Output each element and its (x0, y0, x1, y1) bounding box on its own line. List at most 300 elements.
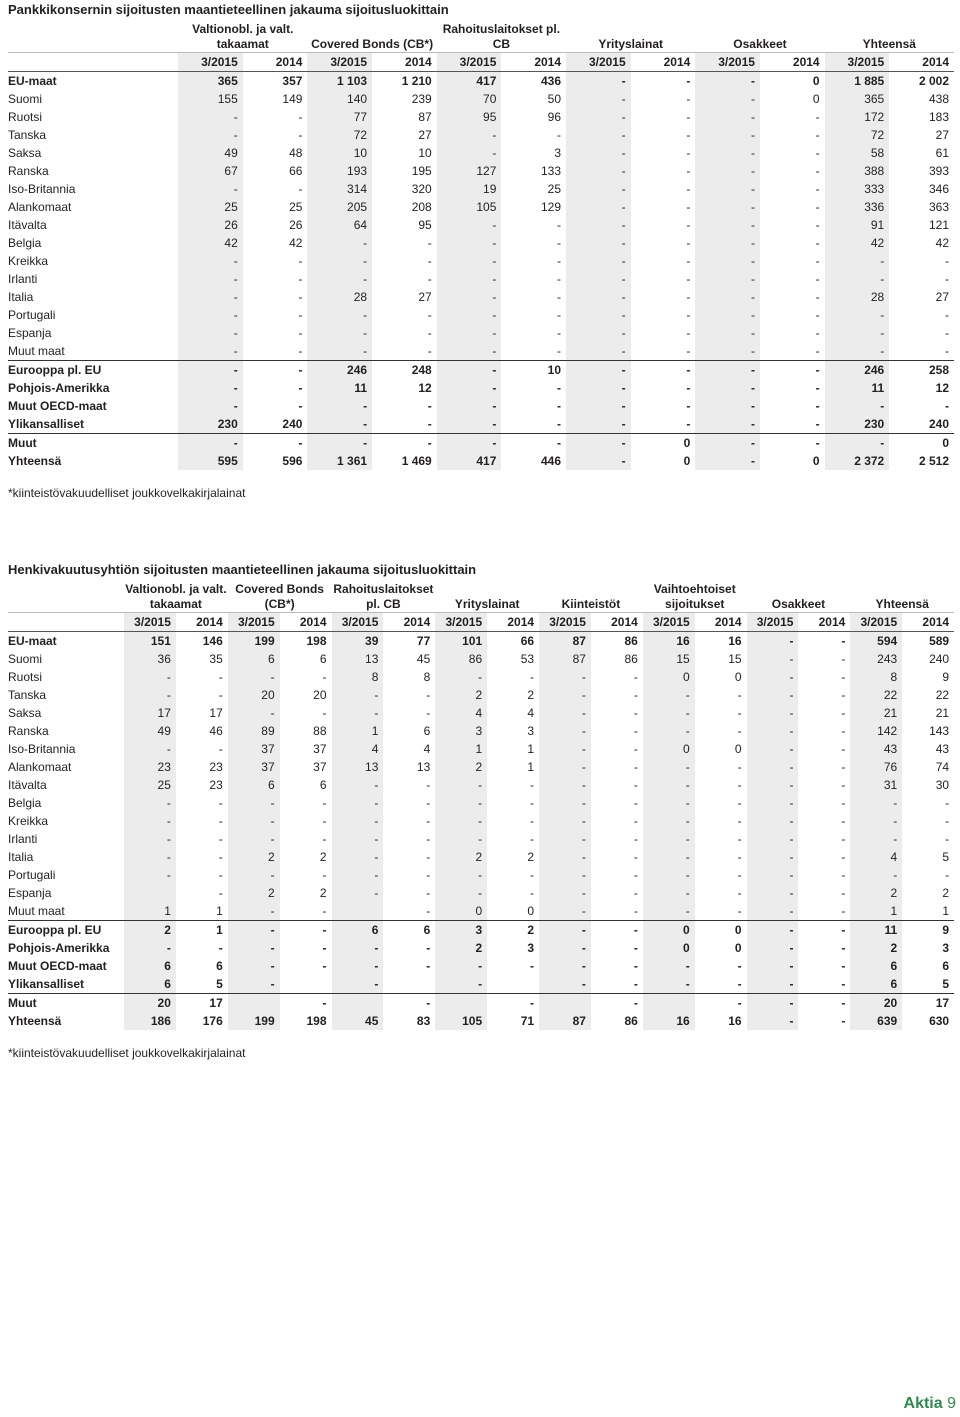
year-header: 3/2015 (850, 613, 902, 632)
table-cell: - (737, 688, 742, 702)
table-row (8, 975, 954, 994)
row-label: Pohjois-Amerikka (8, 381, 110, 395)
table-cell: - (178, 342, 243, 361)
table-cell: - (178, 108, 243, 126)
table-cell: - (437, 234, 502, 252)
year-header: 2014 (902, 613, 954, 632)
table-cell: 45 (332, 1012, 384, 1030)
table-cell: 596 (282, 454, 303, 468)
table-row (8, 704, 954, 722)
table-cell: - (566, 198, 631, 216)
table-cell: 2 (850, 884, 902, 902)
table-cell: - (218, 670, 223, 684)
table-cell: 20 (124, 994, 176, 1013)
table-cell: 37 (228, 740, 280, 758)
table-cell: - (427, 344, 432, 358)
table-cell: - (815, 381, 820, 395)
table-cell: 86 (624, 652, 638, 666)
table-row (8, 1012, 954, 1030)
column-group-header-row (8, 578, 954, 613)
column-group-header: Yrityslainat (454, 597, 520, 611)
table-cell: - (633, 814, 638, 828)
year-header: 3/2015 (228, 613, 280, 632)
table-cell: 10 (501, 361, 566, 380)
table-row (8, 830, 954, 848)
table-cell: - (307, 415, 372, 434)
table-cell: - (178, 126, 243, 144)
table-cell: - (298, 326, 303, 340)
table-cell: 16 (728, 1014, 742, 1028)
column-group-header: Valtionobl. ja valt. takaamat (192, 22, 294, 51)
table-cell: 89 (228, 722, 280, 740)
table-cell: 6 (216, 959, 223, 973)
table-cell: - (850, 830, 902, 848)
table-cell: - (841, 796, 846, 810)
table-cell: 6 (228, 650, 280, 668)
year-header: 2014 (591, 613, 643, 632)
table-cell: - (825, 397, 890, 415)
table-cell: 27 (418, 290, 432, 304)
table-cell: - (798, 994, 850, 1013)
table-cell: - (737, 778, 742, 792)
table-cell (228, 994, 280, 1013)
table-cell: - (686, 92, 691, 106)
table-cell: - (437, 252, 502, 270)
table-cell: 74 (935, 760, 950, 774)
table-cell: 333 (825, 180, 890, 198)
table-cell: - (841, 652, 846, 666)
table-cell: - (539, 776, 591, 794)
year-header: 3/2015 (747, 613, 799, 632)
table-cell: - (841, 941, 846, 955)
table-cell: 58 (825, 144, 890, 162)
table-cell: - (686, 218, 691, 232)
table-cell: - (566, 452, 631, 470)
table-cell: 6 (228, 776, 280, 794)
row-label: Irlanti (8, 832, 38, 846)
table-cell: - (841, 886, 846, 900)
table-cell: - (695, 252, 760, 270)
year-header: 2014 (798, 613, 850, 632)
table-cell: 25 (289, 200, 303, 214)
table-cell: 2 (435, 848, 487, 866)
table-cell: - (427, 326, 432, 340)
table2-title: Henkivakuutusyhtiön sijoitusten maantieteellinen jakauma sijoitusluokittain (8, 562, 477, 577)
table-cell: 25 (124, 776, 176, 794)
table-cell: 1 (435, 740, 487, 758)
table-cell: 77 (307, 108, 372, 126)
table-cell: - (435, 884, 487, 902)
table-cell: 320 (411, 182, 432, 196)
table-cell: 20 (228, 686, 280, 704)
table-cell: - (737, 904, 742, 918)
table-cell: 43 (935, 742, 950, 756)
table-cell: - (307, 234, 372, 252)
table-cell: 2 002 (889, 72, 954, 91)
table-cell: - (815, 417, 820, 431)
table-row (8, 686, 954, 704)
table-cell: - (686, 308, 691, 322)
table-cell: - (539, 704, 591, 722)
year-header-blank (8, 53, 178, 72)
table-cell: 35 (209, 652, 223, 666)
row-label: Muut (8, 434, 178, 453)
table-cell: - (695, 361, 760, 380)
table-cell: - (280, 994, 332, 1013)
header-blank (8, 578, 124, 613)
table-cell: 11 (307, 379, 372, 397)
table-cell: 49 (178, 144, 243, 162)
table-cell: - (530, 868, 535, 882)
table-cell: 87 (418, 110, 432, 124)
table-row (8, 758, 954, 776)
table-cell: 87 (539, 650, 591, 668)
table-cell: - (747, 650, 799, 668)
table-cell: - (437, 379, 502, 397)
year-header: 3/2015 (643, 613, 695, 632)
table-cell: - (437, 415, 502, 434)
table-cell: 4 (850, 848, 902, 866)
year-header: 3/2015 (124, 613, 176, 632)
table-cell (383, 975, 435, 994)
table-cell: - (298, 128, 303, 142)
table-cell: - (566, 342, 631, 361)
table-cell: 2 (527, 688, 535, 702)
table-cell: - (124, 830, 176, 848)
table-row (8, 848, 954, 866)
row-label: Alankomaat (8, 760, 72, 774)
table-cell: 246 (307, 361, 372, 380)
year-header: 2014 (487, 613, 539, 632)
table-cell: - (643, 884, 695, 902)
table-cell: - (841, 1014, 846, 1028)
table-cell: - (566, 162, 631, 180)
table-cell: 6 (332, 921, 384, 940)
table-cell: 42 (178, 234, 243, 252)
row-label: Yhteensä (8, 454, 62, 468)
table-cell: - (850, 812, 902, 830)
table-cell: - (530, 778, 535, 792)
year-header-blank (8, 613, 124, 632)
table-row (8, 361, 954, 380)
table-cell: 26 (178, 216, 243, 234)
table-cell: 15 (643, 650, 695, 668)
table-cell: 11 (850, 921, 902, 940)
table-cell: 2 (319, 850, 327, 864)
table-row (8, 415, 954, 434)
column-group-header: Rahoituslaitokset pl. CB (442, 22, 561, 51)
table-cell: 639 (850, 1012, 902, 1030)
table-cell: 12 (935, 381, 949, 395)
row-label: Kreikka (8, 254, 49, 268)
table-cell: - (686, 344, 691, 358)
table-row (8, 884, 954, 902)
table-cell: 13 (416, 760, 431, 774)
table-cell: - (695, 162, 760, 180)
table-cell: 0 (812, 92, 820, 106)
table-cell: 240 (282, 417, 303, 431)
table-cell: 83 (416, 1014, 431, 1028)
table-cell: - (322, 670, 327, 684)
row-label: Itävalta (8, 778, 47, 792)
table-cell: - (737, 886, 742, 900)
table-cell: 314 (307, 180, 372, 198)
table-cell: 3 (527, 724, 535, 738)
table-cell: - (737, 868, 742, 882)
table-cell: - (591, 994, 643, 1013)
table-cell: - (747, 866, 799, 884)
table-cell: - (124, 686, 176, 704)
table-cell: - (631, 361, 696, 380)
row-label: EU-maat (8, 72, 178, 91)
table-cell: - (435, 812, 487, 830)
table-cell: - (695, 415, 760, 434)
table-cell: - (815, 236, 820, 250)
table-cell: 53 (520, 652, 535, 666)
table-cell: - (841, 724, 846, 738)
table-cell: 0 (527, 904, 535, 918)
row-label: Itävalta (8, 218, 47, 232)
table-cell: - (695, 198, 760, 216)
column-group-header: Yhteensä (862, 37, 916, 51)
table-cell: - (747, 994, 799, 1013)
table-cell: - (539, 975, 591, 994)
row-label: Pohjois-Amerikka (8, 941, 110, 955)
table-cell: - (228, 921, 280, 940)
table-cell: - (747, 668, 799, 686)
table-cell: - (332, 866, 384, 884)
table-cell: 199 (228, 1012, 280, 1030)
table-cell: - (322, 706, 327, 720)
table-cell: - (686, 326, 691, 340)
table-cell: 198 (280, 632, 332, 651)
table-cell: - (695, 90, 760, 108)
table-cell: 4 (423, 742, 431, 756)
year-header: 3/2015 (825, 53, 890, 72)
row-label: Yhteensä (8, 1014, 62, 1028)
table-row (8, 994, 954, 1013)
table-cell: 30 (935, 778, 950, 792)
table-row (8, 776, 954, 794)
table-cell: - (298, 381, 303, 395)
table-cell: 37 (228, 758, 280, 776)
table-row (8, 722, 954, 740)
table-cell: - (426, 796, 431, 810)
table-cell: - (437, 216, 502, 234)
table-row (8, 957, 954, 975)
table-cell: - (695, 342, 760, 361)
table-cell: - (178, 252, 243, 270)
table-cell: 27 (935, 128, 949, 142)
table-cell: 17 (176, 994, 228, 1013)
table-cell: - (566, 234, 631, 252)
table-row (8, 306, 954, 324)
table-cell: - (332, 830, 384, 848)
table-cell: - (530, 959, 535, 973)
column-group-header: Vaihtoehtoiset sijoitukset (653, 582, 736, 611)
table-cell: - (307, 434, 372, 453)
table-cell (280, 975, 332, 994)
table-cell: 195 (411, 164, 432, 178)
column-group-header: Osakkeet (771, 597, 826, 611)
table-cell: - (435, 866, 487, 884)
table-cell: 240 (929, 652, 950, 666)
table-cell: - (557, 218, 562, 232)
table-cell (435, 994, 487, 1013)
table-cell: 87 (539, 1012, 591, 1030)
column-group-header: Yhteensä (875, 597, 929, 611)
table-cell: - (643, 776, 695, 794)
table-cell: 151 (124, 632, 176, 651)
table-cell (124, 884, 176, 902)
table-cell: - (841, 832, 846, 846)
table-cell: 10 (418, 146, 432, 160)
table-cell: 6 (383, 921, 435, 940)
table-cell: - (426, 868, 431, 882)
table-cell: 436 (501, 72, 566, 91)
table-cell: - (435, 957, 487, 975)
table-row (8, 342, 954, 361)
table-row (8, 234, 954, 252)
table-cell: - (332, 939, 384, 957)
table-cell: 0 (812, 454, 820, 468)
table-cell: 0 (695, 921, 747, 940)
table-cell: - (539, 812, 591, 830)
row-label: Suomi (8, 652, 43, 666)
table-cell: - (557, 236, 562, 250)
table-cell: - (437, 342, 502, 361)
table-cell: - (426, 688, 431, 702)
table-cell: - (643, 722, 695, 740)
table-cell: - (737, 959, 742, 973)
table-cell: 1 469 (401, 454, 432, 468)
table-cell: 0 (631, 434, 696, 453)
year-header: 3/2015 (566, 53, 631, 72)
table-cell: - (307, 342, 372, 361)
table-cell: 10 (307, 144, 372, 162)
table-cell: - (178, 324, 243, 342)
table-cell: - (815, 218, 820, 232)
table-cell: - (228, 902, 280, 921)
table-cell: 1 885 (825, 72, 890, 91)
table-cell: 594 (850, 632, 902, 651)
table-cell: 8 (423, 670, 431, 684)
table-row (8, 650, 954, 668)
table-row (8, 144, 954, 162)
table-row (8, 252, 954, 270)
table-cell: - (437, 288, 502, 306)
table-cell: - (332, 884, 384, 902)
table-cell: - (322, 832, 327, 846)
row-label: Muut maat (8, 344, 65, 358)
table-cell: - (686, 146, 691, 160)
table2-note: *kiinteistövakuudelliset joukkovelkakirjalainat (8, 1046, 246, 1060)
table-cell: 1 (527, 760, 535, 774)
table-cell: - (841, 959, 846, 973)
table-cell: - (643, 957, 695, 975)
table-cell: - (695, 270, 760, 288)
table-row (8, 126, 954, 144)
table-cell: - (332, 812, 384, 830)
table-cell: - (695, 379, 760, 397)
table-cell: - (686, 272, 691, 286)
table-cell: - (945, 272, 949, 286)
table-cell: 5 (942, 850, 950, 864)
table-cell: - (841, 688, 846, 702)
column-group-header: Covered Bonds (CB*) (311, 37, 434, 51)
table-cell: - (747, 686, 799, 704)
table-cell: - (633, 868, 638, 882)
table-cell: - (945, 308, 949, 322)
table-cell: - (643, 975, 695, 994)
table-cell: 76 (850, 758, 902, 776)
table-cell: - (280, 921, 332, 940)
table-cell: - (427, 399, 432, 413)
table-cell: - (643, 848, 695, 866)
table-cell: - (501, 434, 566, 453)
table-cell: - (760, 361, 825, 380)
table-cell: 4 (435, 704, 487, 722)
table-cell: - (633, 832, 638, 846)
table-cell: 64 (307, 216, 372, 234)
table-cell: 0 (889, 434, 954, 453)
table-cell: - (228, 704, 280, 722)
year-header: 3/2015 (695, 53, 760, 72)
table-cell: - (695, 288, 760, 306)
table-cell: - (686, 254, 691, 268)
table-cell: - (815, 272, 820, 286)
table-cell: - (124, 866, 176, 884)
table-cell: - (815, 128, 820, 142)
table-cell: - (539, 794, 591, 812)
table-cell: - (539, 866, 591, 884)
year-header: 2014 (889, 53, 954, 72)
table-cell: - (298, 272, 303, 286)
table-cell: 72 (825, 126, 890, 144)
table-cell: - (427, 236, 432, 250)
table-cell: - (633, 670, 638, 684)
table-cell: 193 (307, 162, 372, 180)
table-cell: 17 (124, 704, 176, 722)
table-cell: - (841, 760, 846, 774)
table-row (8, 90, 954, 108)
table-cell: 21 (850, 704, 902, 722)
row-label: Muut (8, 994, 124, 1013)
table-cell: 2 (487, 921, 539, 940)
table-cell: - (298, 344, 303, 358)
table-cell: - (850, 866, 902, 884)
table-cell: - (332, 704, 384, 722)
year-header: 3/2015 (332, 613, 384, 632)
table-cell: - (631, 72, 696, 91)
table-cell: 595 (178, 452, 243, 470)
table-cell: - (747, 939, 799, 957)
table-cell: - (747, 794, 799, 812)
table-cell: - (557, 326, 562, 340)
table-cell: - (437, 434, 502, 453)
table-cell: - (747, 884, 799, 902)
table-cell: - (557, 308, 562, 322)
table-cell: - (539, 668, 591, 686)
table-cell: - (945, 868, 950, 882)
table-cell: - (530, 832, 535, 846)
table-cell: - (633, 796, 638, 810)
table-cell: - (841, 814, 846, 828)
table-cell: 25 (547, 182, 562, 196)
table-cell: 17 (902, 994, 954, 1013)
table-cell: - (307, 306, 372, 324)
table-cell: - (435, 794, 487, 812)
